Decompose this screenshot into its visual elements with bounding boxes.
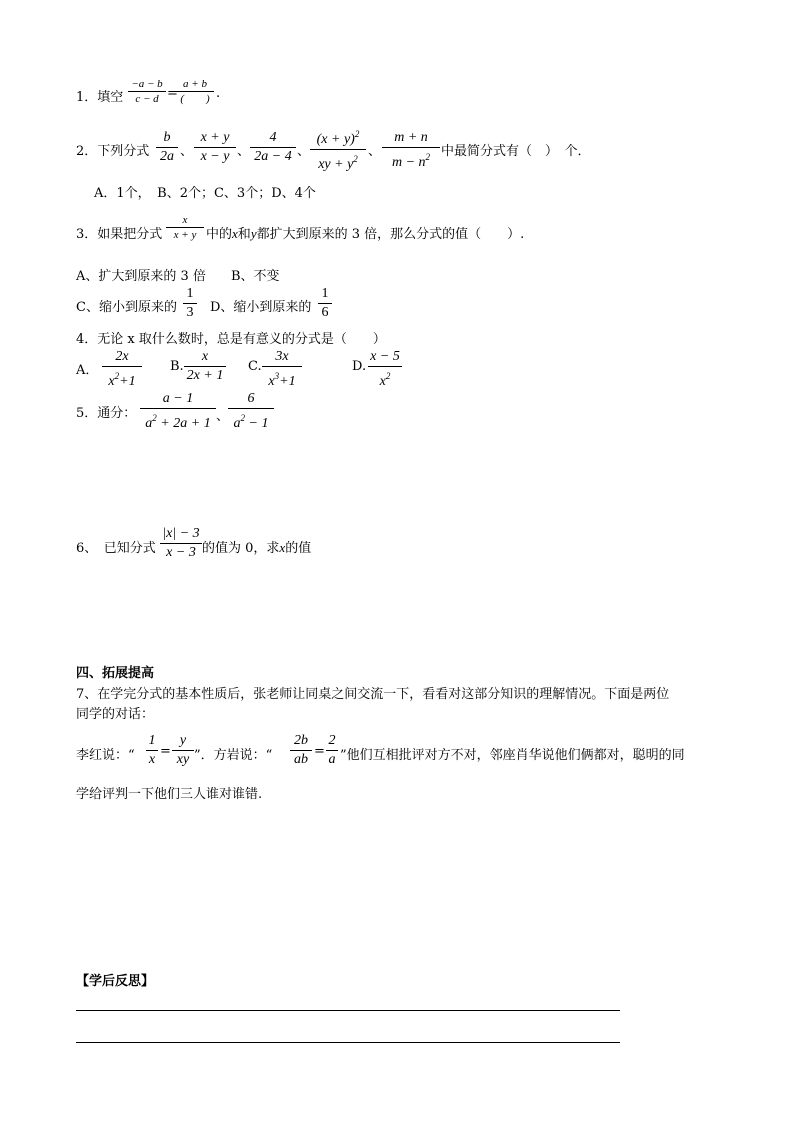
q6-tail	[202, 537, 311, 556]
q3-option-b: B、不变	[231, 269, 280, 284]
answer-line-1	[76, 1010, 620, 1011]
q4-c-num: 3x	[275, 349, 289, 364]
q7-lihong-frac-1	[146, 733, 158, 768]
q5-prefix: 5．通分：	[76, 406, 137, 421]
q3-tail: 都扩大到原来的 3 倍，那么分式的值（ ）.	[256, 227, 525, 242]
q7-fy-a-den: ab	[294, 752, 308, 767]
q2-prefix: 2．下列分式	[76, 144, 150, 159]
q6-fraction	[160, 526, 202, 561]
q4-d-num: x − 5	[370, 349, 400, 364]
q4-option-c-fraction: 3x $x^3+1$	[262, 349, 302, 390]
q6-tail2: 的值	[285, 541, 312, 556]
section4-title: 四、拓展提高	[76, 666, 155, 681]
q2-f5-num: m + n	[394, 130, 428, 145]
q4-option-b-fraction	[184, 349, 226, 384]
q4-b-num: x	[201, 349, 209, 364]
q7-fangyan-frac-2	[326, 733, 338, 768]
q6-prefix: 6、 已知分式	[76, 541, 156, 556]
q3-x: x	[232, 226, 238, 241]
q2-f4-den: xy + y	[318, 157, 354, 172]
q7-li-b-den: xy	[176, 752, 190, 767]
q7-lihong: 李红说：“	[76, 748, 135, 763]
q2-fraction-5: m + n $m - n^2$	[382, 130, 440, 171]
q4-a-num: 2x	[115, 349, 129, 364]
q1-rhs-fraction	[176, 78, 214, 105]
q1-rhs-den: ( )	[180, 93, 210, 105]
q1-eq: =	[167, 86, 178, 101]
q5-fraction-2: 6 $a^2 - 1$	[228, 391, 274, 432]
q4-c-den: x	[268, 374, 275, 389]
q2-fraction-4: $(x + y)^2$ xy + $y^2$	[310, 126, 366, 173]
q2-sep-4: 、	[368, 144, 382, 159]
q5-sep: 、	[216, 409, 230, 424]
q6-den: x − 3	[166, 545, 196, 560]
q4-label-d: D.	[352, 359, 367, 374]
q5-f2-num: 6	[247, 391, 255, 406]
q4-option-a-fraction: 2x $x^2+1$	[102, 349, 142, 390]
q7-li-b-num: y	[179, 733, 187, 748]
q7-li-a-num: 1	[148, 733, 156, 748]
q3-num: x	[182, 214, 188, 226]
q3-option-c: C、缩小到原来的	[76, 300, 177, 315]
q6-x: x	[279, 540, 286, 555]
q7-fy-a-num: 2b	[294, 733, 308, 748]
q4-label-c: C.	[248, 359, 262, 374]
q5-fraction-1: a − 1 $a^2 + 2a + 1$	[140, 391, 216, 432]
q3-c-den: 3	[186, 305, 194, 320]
q7-fangyan-frac-1	[290, 733, 312, 768]
q7-lihong-eq: =	[160, 744, 171, 759]
q7-fy-b-den: a	[328, 752, 336, 767]
reflection-title: 【学后反思】	[76, 974, 155, 989]
q1-rhs-num: a + b	[183, 78, 207, 90]
q1-lhs-fraction	[128, 78, 166, 105]
q3-mid-text	[206, 223, 524, 242]
q5-f1-num: a − 1	[162, 391, 194, 406]
q7-fangyan-eq: =	[314, 744, 325, 759]
q1-prefix: 1．填空	[76, 90, 124, 105]
q2-f2-den: x − y	[200, 149, 230, 164]
q1-lhs-num: −a − b	[131, 78, 163, 90]
answer-line-2	[76, 1042, 620, 1043]
q1-end: .	[216, 86, 221, 101]
q2-f2-num: x + y	[200, 130, 230, 145]
q3-den: x + y	[173, 229, 197, 241]
q7-tail: ”他们互相批评对方不对，邻座肖华说他们俩都对，聪明的同	[340, 748, 685, 763]
q3-prefix: 3．如果把分式	[76, 227, 163, 242]
q1-lhs-den: c − d	[135, 93, 159, 105]
q4-label-b: B.	[170, 359, 184, 374]
q3-y: y	[250, 226, 257, 241]
q2-sep-1: 、	[180, 144, 194, 159]
q3-option-d-fraction	[318, 286, 332, 321]
q2-fraction-1	[156, 130, 178, 165]
q4-a-den: x	[108, 374, 115, 389]
q2-f1-den: 2a	[160, 149, 174, 164]
q2-f5-den: m − n	[391, 155, 426, 170]
q3-option-a: A、扩大到原来的 3 倍	[76, 269, 206, 284]
q3-mid1: 中的	[206, 227, 233, 242]
q7-fy-b-num: 2	[328, 733, 336, 748]
q6-tail-text: 的值为 0，求	[202, 541, 280, 556]
q4-text: 4．无论 x 取什么数时，总是有意义的分式是（ ）	[76, 332, 386, 347]
q7-mid: ”．方岩说：“	[194, 748, 273, 763]
q3-d-num: 1	[321, 286, 329, 301]
q3-mid2: 和	[237, 227, 251, 242]
q4-option-d-fraction: x − 5 $x^2$	[368, 349, 402, 390]
q2-f3-den: 2a − 4	[254, 149, 292, 164]
q4-d-den: x	[379, 374, 386, 389]
q3-c-num: 1	[186, 286, 194, 301]
q2-f1-num: b	[163, 130, 171, 145]
q7-li-a-den: x	[148, 752, 156, 767]
q2-f3-num: 4	[269, 130, 277, 145]
q2-fraction-2	[194, 130, 236, 165]
q2-options: A．1个， B、2个；C、3个；D、4个	[94, 186, 316, 201]
q4-b-den: 2x + 1	[186, 368, 224, 383]
q2-fraction-3	[250, 130, 296, 165]
q3-d-den: 6	[321, 305, 329, 320]
q2-sep-3: 、	[297, 144, 311, 159]
q6-num: |x| − 3	[162, 526, 200, 541]
q2-tail: 中最简分式有（ ） 个．	[441, 144, 591, 159]
q7-line1: 7、在学完分式的基本性质后，张老师让同桌之间交流一下，看看对这部分知识的理解情况。下面是两位	[76, 687, 670, 702]
q7-line2: 同学的对话：	[76, 707, 155, 722]
q2-f4-num: (x + y)	[316, 132, 355, 147]
q7-line4: 学给评判一下他们三人谁对谁错.	[76, 787, 263, 802]
q7-lihong-frac-2	[172, 733, 194, 768]
q4-label-a: A．	[76, 363, 99, 378]
q3-option-c-fraction	[183, 286, 197, 321]
q2-sep-2: 、	[237, 144, 251, 159]
q3-fraction	[166, 214, 204, 241]
q3-option-d: D、缩小到原来的	[210, 300, 312, 315]
